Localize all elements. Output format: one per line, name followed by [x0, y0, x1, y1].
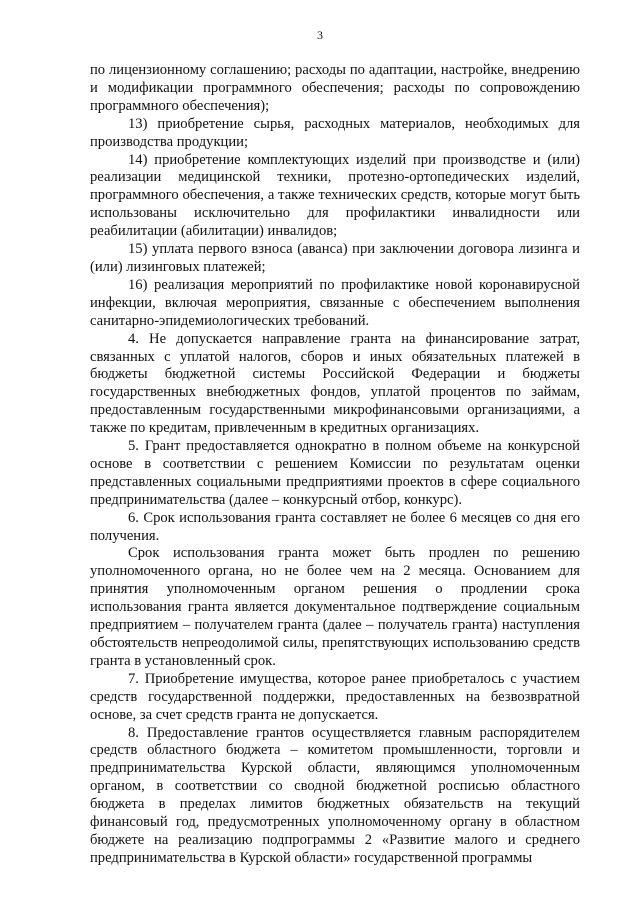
paragraph-item-15: 15) уплата первого взноса (аванса) при заключении договора лизинга и (или) лизинговых платежей;: [90, 241, 580, 275]
paragraph-item-13: 13) приобретение сырья, расходных материалов, необходимых для производства продукции;: [90, 115, 580, 150]
page-number: 3: [317, 28, 323, 42]
paragraph-clause-7: 7. Приобретение имущества, которое ранее приобреталось с участием средств государственной поддержки, предоставленных на безвозвратной основе, за счет средств гранта не допускается.: [90, 670, 580, 723]
paragraph-continuation: по лицензионному соглашению; расходы по адаптации, настройке, внедрению и модификации программного обеспечения; расходы по сопровождению программного обеспечения);: [90, 62, 580, 114]
paragraph-clause-4: 4. Не допускается направление гранта на финансирование затрат, связанных с уплатой налогов, сборов и иных обязательных платежей в бюджеты бюджетной системы Российской Федерации и бюджеты государственных внебюджетных фондов, уплатой процентов по займам, предоставленным государственными микрофинансовыми организациями, а также по кредитам, привлеченным в кредитных организациях.: [90, 330, 580, 437]
paragraph-item-14: 14) приобретение комплектующих изделий при производстве и (или) реализации медицинской техники, протезно-ортопедических изделий, программного обеспечения, а также технических средств, которые могут быть использованы исключительно для профилактики инвалидности или реабилитации (абилитации) инвалидов;: [90, 151, 580, 240]
paragraph-clause-6: 6. Срок использования гранта составляет не более 6 месяцев со дня его получения.: [90, 509, 580, 544]
paragraph-clause-5: 5. Грант предоставляется однократно в полном объеме на конкурсной основе в соответствии с решением Комиссии по результатам оценки представленных социальными предприятиями проектов в сфере социального предпринимательства (далее – конкурсный отбор, конкурс).: [90, 438, 580, 508]
paragraph-item-16: 16) реализация мероприятий по профилактике новой коронавирусной инфекции, включая мероприятия, связанные с обеспечением выполнения санитарно-эпидемиологических требований.: [90, 276, 580, 329]
paragraph-clause-6-extension: Срок использования гранта может быть продлен по решению уполномоченного органа, но не более чем на 2 месяца. Основанием для принятия уполномоченным органом решения о продлении срока использования гранта является документальное подтверждение социальным предприятием – получателем гранта (далее – получатель гранта) наступления обстоятельств непреодолимой силы, препятствующих использованию средств гранта в установленный срок.: [90, 545, 580, 669]
document-body: [90, 62, 580, 868]
paragraph-clause-8: 8. Предоставление грантов осуществляется главным распорядителем средств областного бюджета – комитетом промышленности, торговли и предпринимательства Курской области, являющимся уполномоченным органом, в соответствии со сводной бюджетной росписью областного бюджета в пределах лимитов бюджетных обязательств на текущий финансовый год, предусмотренных уполномоченному органу в областном бюджете на реализацию подпрограммы 2 «Развитие малого и среднего предпринимательства в Курской области» государственной программы: [90, 724, 580, 866]
